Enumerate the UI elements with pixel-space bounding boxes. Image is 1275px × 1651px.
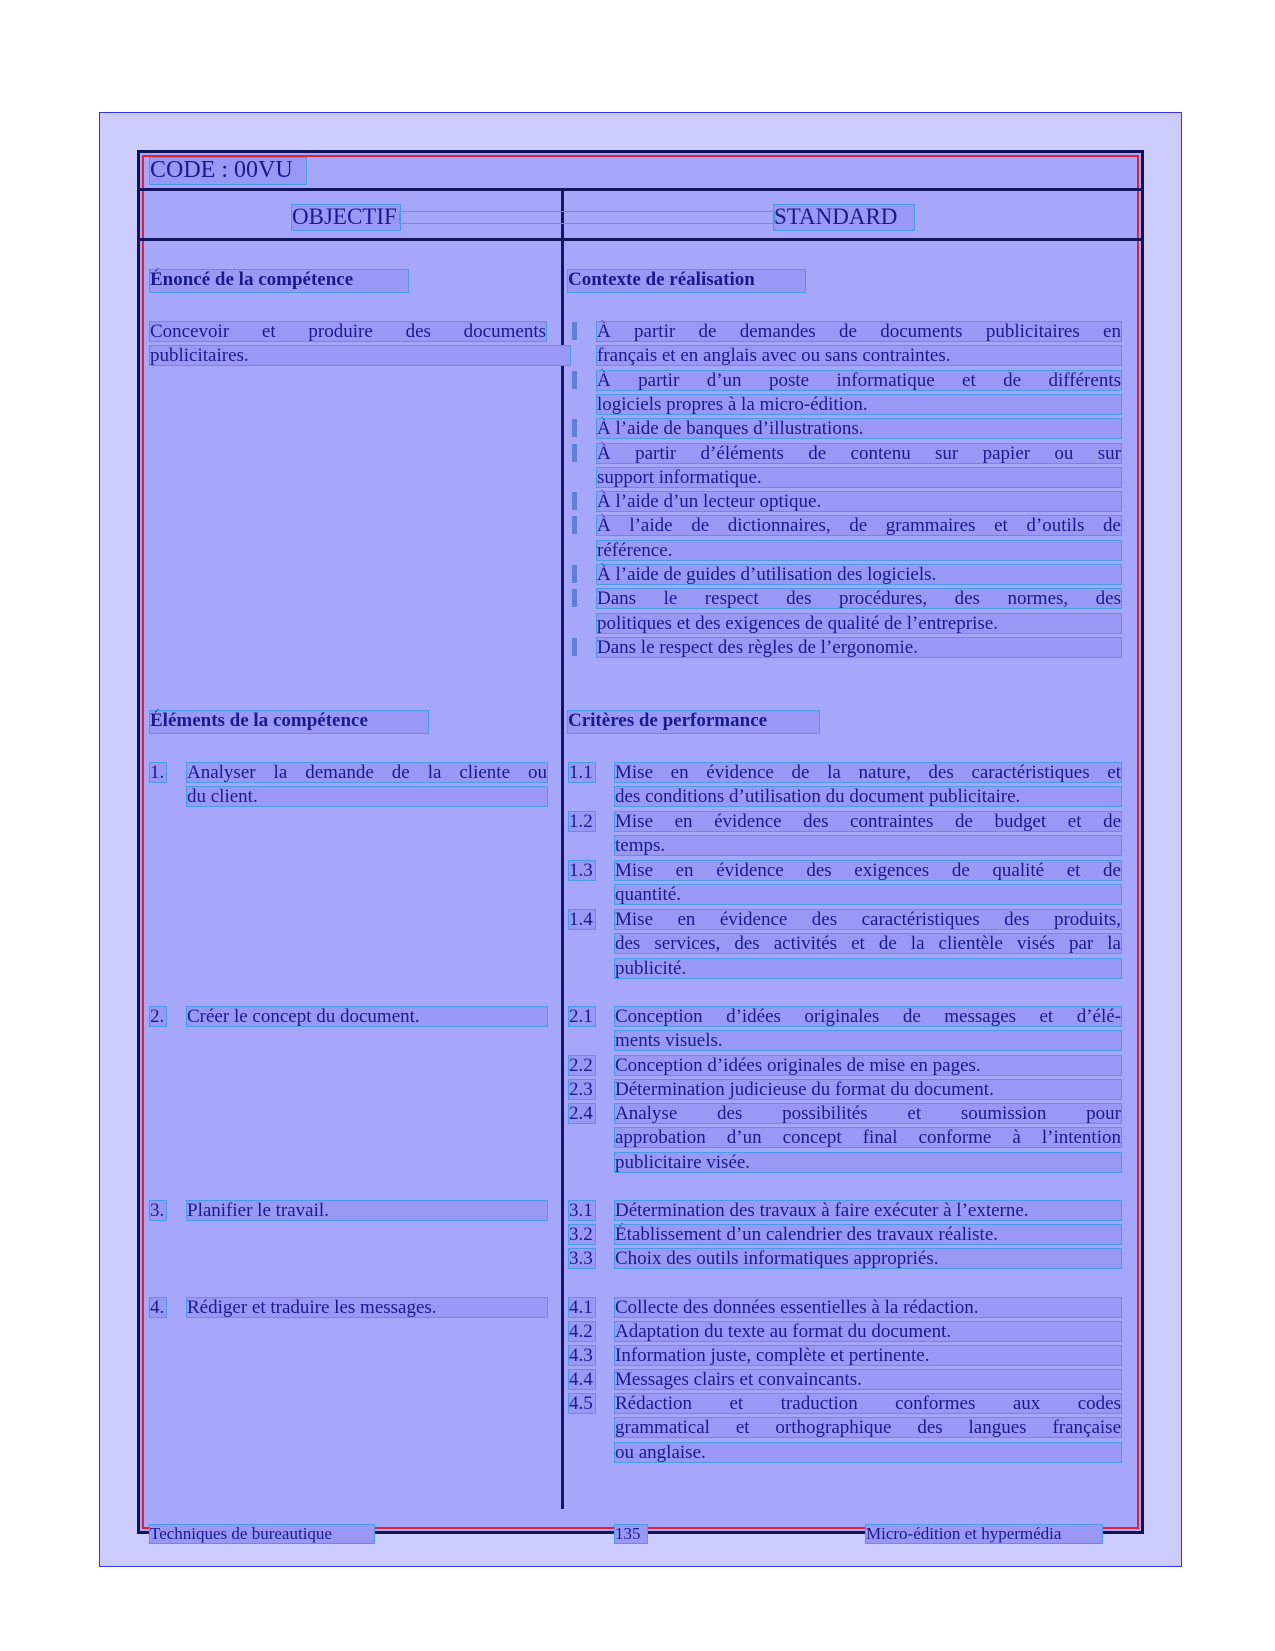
critere-number: 3.1 [569, 1201, 595, 1220]
contexte-title: Contexte de réalisation [568, 270, 805, 292]
page-number: 135 [615, 1525, 647, 1543]
critere-text: Messages clairs et convaincants. [615, 1370, 1121, 1389]
critere-text: Mise en évidence des exigences de qualité et de [615, 860, 1121, 881]
column-divider [561, 191, 564, 1509]
enonce-title: Énoncé de la compétence [150, 270, 408, 292]
critere-text: Conception d’idées originales de mise en pages. [615, 1056, 1121, 1075]
critere-text: Établissement d’un calendrier des travaux réaliste. [615, 1225, 1121, 1244]
critere-text: publicitaire visée. [615, 1153, 1121, 1172]
contexte-line: logiciels propres à la micro-édition. [597, 395, 1121, 414]
enonce-line: Concevoir et produire des documents [150, 321, 546, 342]
critere-number: 2.4 [569, 1104, 595, 1123]
critere-text: des conditions d’utilisation du document publicitaire. [615, 787, 1121, 806]
bullet-marker [572, 589, 577, 607]
footer-right: Micro-édition et hypermédia [866, 1525, 1102, 1543]
critere-text: grammatical et orthographique des langues française [615, 1417, 1121, 1439]
contexte-line: À l’aide de dictionnaires, de grammaires et d’outils de [597, 515, 1121, 537]
element-number: 3. [150, 1200, 165, 1221]
critere-number: 4.5 [569, 1394, 595, 1413]
bullet-marker [572, 444, 577, 462]
criteres-title: Critères de performance [568, 711, 819, 733]
footer-left: Techniques de bureautique [150, 1525, 374, 1543]
element-text: Rédiger et traduire les messages. [187, 1298, 547, 1317]
critere-number: 1.4 [569, 910, 595, 929]
enonce-line: publicitaires. [150, 346, 570, 365]
header-row-divider [139, 238, 1142, 241]
elements-title: Éléments de la compétence [150, 711, 428, 733]
critere-text: Adaptation du texte au format du document. [615, 1322, 1121, 1341]
critere-text: Mise en évidence de la nature, des caractéristiques et [615, 762, 1121, 783]
critere-text: Rédaction et traduction conformes aux codes [615, 1393, 1121, 1414]
critere-number: 3.2 [569, 1225, 595, 1244]
critere-text: approbation d’un concept final conforme à l’intention [615, 1127, 1121, 1149]
critere-text: Analyse des possibilités et soumission pour [615, 1103, 1121, 1124]
critere-text: Conception d’idées originales de messages et d’élé- [615, 1006, 1121, 1027]
header-span [400, 212, 774, 223]
contexte-line: Dans le respect des règles de l’ergonomie. [597, 638, 1121, 657]
contexte-line: À partir de demandes de documents publicitaires en [597, 321, 1121, 342]
contexte-line: référence. [597, 541, 1121, 560]
critere-number: 4.3 [569, 1346, 595, 1365]
bullet-marker [572, 371, 577, 389]
critere-text: Collecte des données essentielles à la rédaction. [615, 1298, 1121, 1317]
contexte-line: À partir d’un poste informatique et de différents [597, 369, 1121, 391]
competency-code: CODE : 00VU [150, 158, 306, 184]
bullet-marker [572, 322, 577, 340]
critere-number: 4.4 [569, 1370, 595, 1389]
critere-number: 2.2 [569, 1056, 595, 1075]
contexte-line: À partir d’éléments de contenu sur papier ou sur [597, 442, 1121, 464]
critere-number: 3.3 [569, 1249, 595, 1268]
critere-number: 4.1 [569, 1298, 595, 1317]
bullet-marker [572, 492, 577, 510]
contexte-line: politiques et des exigences de qualité de l’entreprise. [597, 614, 1121, 633]
bullet-marker [572, 516, 577, 534]
critere-number: 2.3 [569, 1080, 595, 1099]
critere-text: quantité. [615, 885, 1121, 904]
critere-number: 1.1 [569, 763, 595, 782]
bullet-marker [572, 565, 577, 583]
critere-text: Détermination judicieuse du format du document. [615, 1080, 1121, 1099]
critere-text: Choix des outils informatiques appropriés. [615, 1249, 1121, 1268]
critere-text: publicité. [615, 959, 1121, 978]
objectif-header: OBJECTIF [292, 205, 400, 230]
standard-header: STANDARD [774, 205, 914, 230]
element-text: Analyser la demande de la cliente ou [187, 762, 547, 783]
contexte-line: À l’aide de banques d’illustrations. [597, 419, 1121, 438]
contexte-line: À l’aide d’un lecteur optique. [597, 492, 1121, 511]
element-text: du client. [187, 787, 547, 806]
code-row-divider [139, 188, 1142, 191]
bullet-marker [572, 638, 577, 656]
critere-text: Information juste, complète et pertinente. [615, 1346, 1121, 1365]
critere-text: Mise en évidence des caractéristiques des produits, [615, 909, 1121, 930]
critere-number: 1.2 [569, 812, 595, 831]
critere-number: 1.3 [569, 861, 595, 880]
contexte-line: À l’aide de guides d’utilisation des logiciels. [597, 565, 1121, 584]
critere-text: ou anglaise. [615, 1443, 1121, 1462]
element-number: 2. [150, 1006, 165, 1027]
bullet-marker [572, 419, 577, 437]
element-number: 1. [150, 762, 165, 783]
critere-text: Détermination des travaux à faire exécuter à l’externe. [615, 1201, 1121, 1220]
contexte-line: support informatique. [597, 468, 1121, 487]
critere-number: 2.1 [569, 1007, 595, 1026]
contexte-line: Dans le respect des procédures, des normes, des [597, 588, 1121, 610]
element-text: Créer le concept du document. [187, 1007, 547, 1026]
critere-number: 4.2 [569, 1322, 595, 1341]
element-text: Planifier le travail. [187, 1201, 547, 1220]
critere-text: des services, des activités et de la clientèle visés par la [615, 933, 1121, 955]
contexte-line: français et en anglais avec ou sans contraintes. [597, 346, 1121, 365]
critere-text: temps. [615, 836, 1121, 855]
critere-text: Mise en évidence des contraintes de budget et de [615, 811, 1121, 832]
element-number: 4. [150, 1297, 165, 1318]
critere-text: ments visuels. [615, 1031, 1121, 1050]
